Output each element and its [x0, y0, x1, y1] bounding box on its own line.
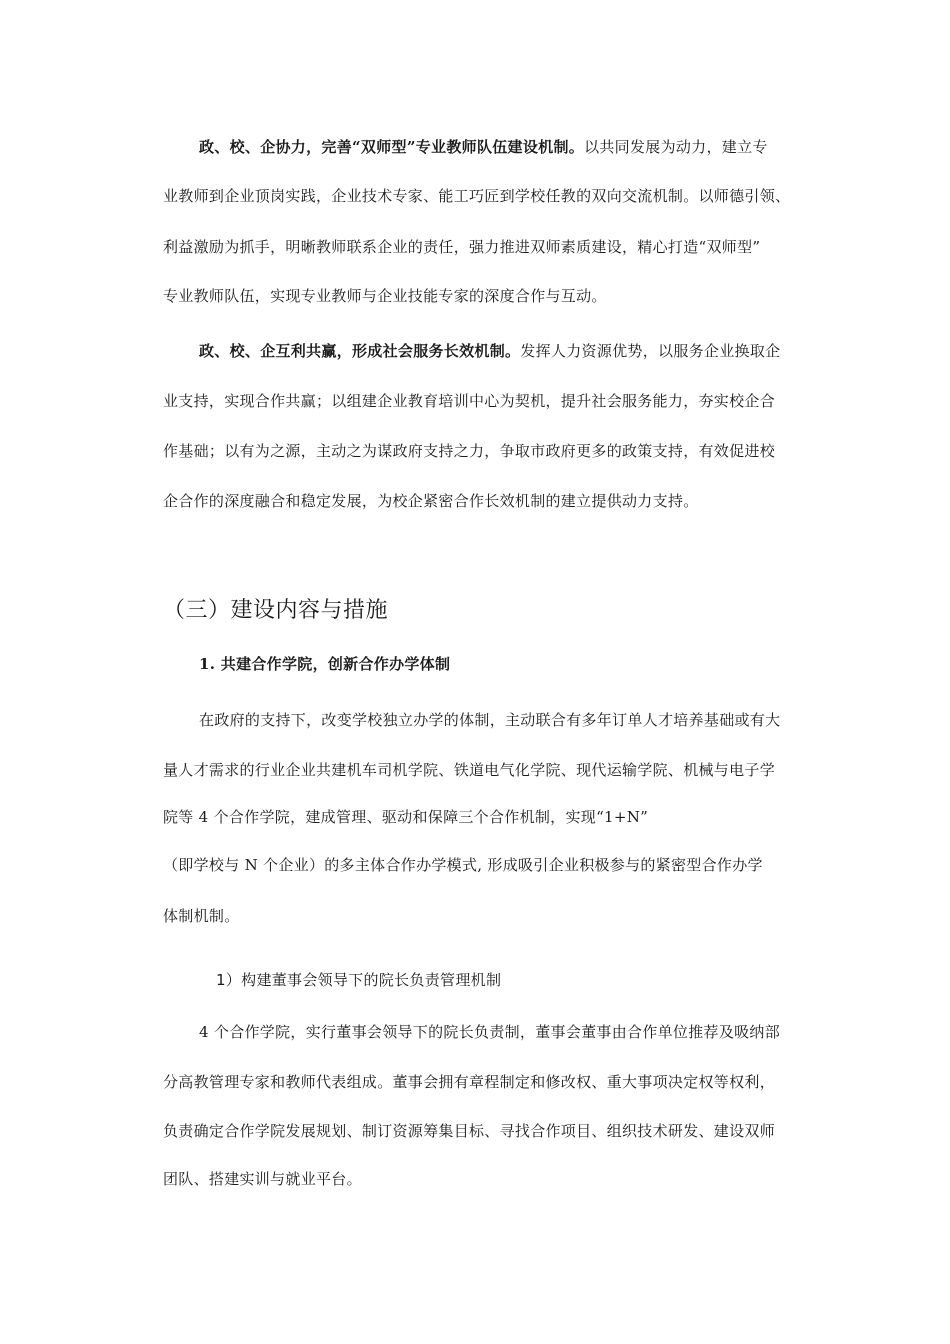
- sub-item-1-title: 1）构建董事会领导下的院长负责管理机制: [216, 971, 502, 989]
- paragraph-2-line-1-rest: 发挥人力资源优势，以服务企业换取企: [520, 342, 781, 360]
- item-1-line-2: 量人才需求的行业企业共建机车司机学院、铁道电气化学院、现代运输学院、机械与电子学: [163, 761, 776, 779]
- item-1-line-1: 在政府的支持下，改变学校独立办学的体制，主动联合有多年订单人才培养基础或有大: [199, 711, 781, 729]
- paragraph-1-line-4: 专业教师队伍，实现专业教师与企业技能专家的深度合作与互动。: [163, 287, 607, 305]
- section-heading: （三）建设内容与措施: [163, 598, 389, 623]
- paragraph-2-line-3: 作基础；以有为之源，主动之为谋政府支持之力，争取市政府更多的政策支持，有效促进校: [163, 442, 776, 460]
- sub-item-1-line-1: 4 个合作学院，实行董事会领导下的院长负责制，董事会董事由合作单位推荐及吸纳部: [199, 1023, 781, 1041]
- sub-item-1-line-3: 负责确定合作学院发展规划、制订资源筹集目标、寻找合作项目、组织技术研发、建设双师: [163, 1122, 776, 1140]
- item-1-line-5: 体制机制。: [163, 907, 240, 925]
- paragraph-2-lead: 政、校、企互利共赢，形成社会服务长效机制。: [199, 342, 521, 360]
- paragraph-2-line-4: 企合作的深度融合和稳定发展，为校企紧密合作长效机制的建立提供动力支持。: [163, 492, 699, 510]
- sub-item-1-line-2: 分高教管理专家和教师代表组成。董事会拥有章程制定和修改权、重大事项决定权等权利，: [163, 1073, 776, 1091]
- paragraph-2-line-1: [199, 341, 780, 361]
- paragraph-1-line-1-rest: 以共同发展为动力，建立专: [584, 138, 768, 156]
- paragraph-1-line-2: 业教师到企业顶岗实践，企业技术专家、能工巧匠到学校任教的双向交流机制。以师德引领、: [163, 187, 791, 205]
- paragraph-1-line-3: 利益激励为抓手，明晰教师联系企业的责任，强力推进双师素质建设，精心打造“双师型”: [163, 238, 761, 256]
- paragraph-1-line-1: [199, 137, 768, 157]
- sub-item-1-line-4: 团队、搭建实训与就业平台。: [163, 1170, 362, 1188]
- paragraph-1-lead: 政、校、企协力，完善“双师型”专业教师队伍建设机制。: [199, 138, 585, 156]
- paragraph-2-line-2: 业支持，实现合作共赢；以组建企业教育培训中心为契机，提升社会服务能力，夯实校企合: [163, 392, 776, 410]
- item-1-line-4: （即学校与 N 个企业）的多主体合作办学模式, 形成吸引企业积极参与的紧密型合作办学: [163, 856, 763, 874]
- item-1-title: 1. 共建合作学院，创新合作办学体制: [199, 655, 451, 673]
- item-1-line-3: 院等 4 个合作学院，建成管理、驱动和保障三个合作机制，实现“1+N”: [163, 808, 649, 826]
